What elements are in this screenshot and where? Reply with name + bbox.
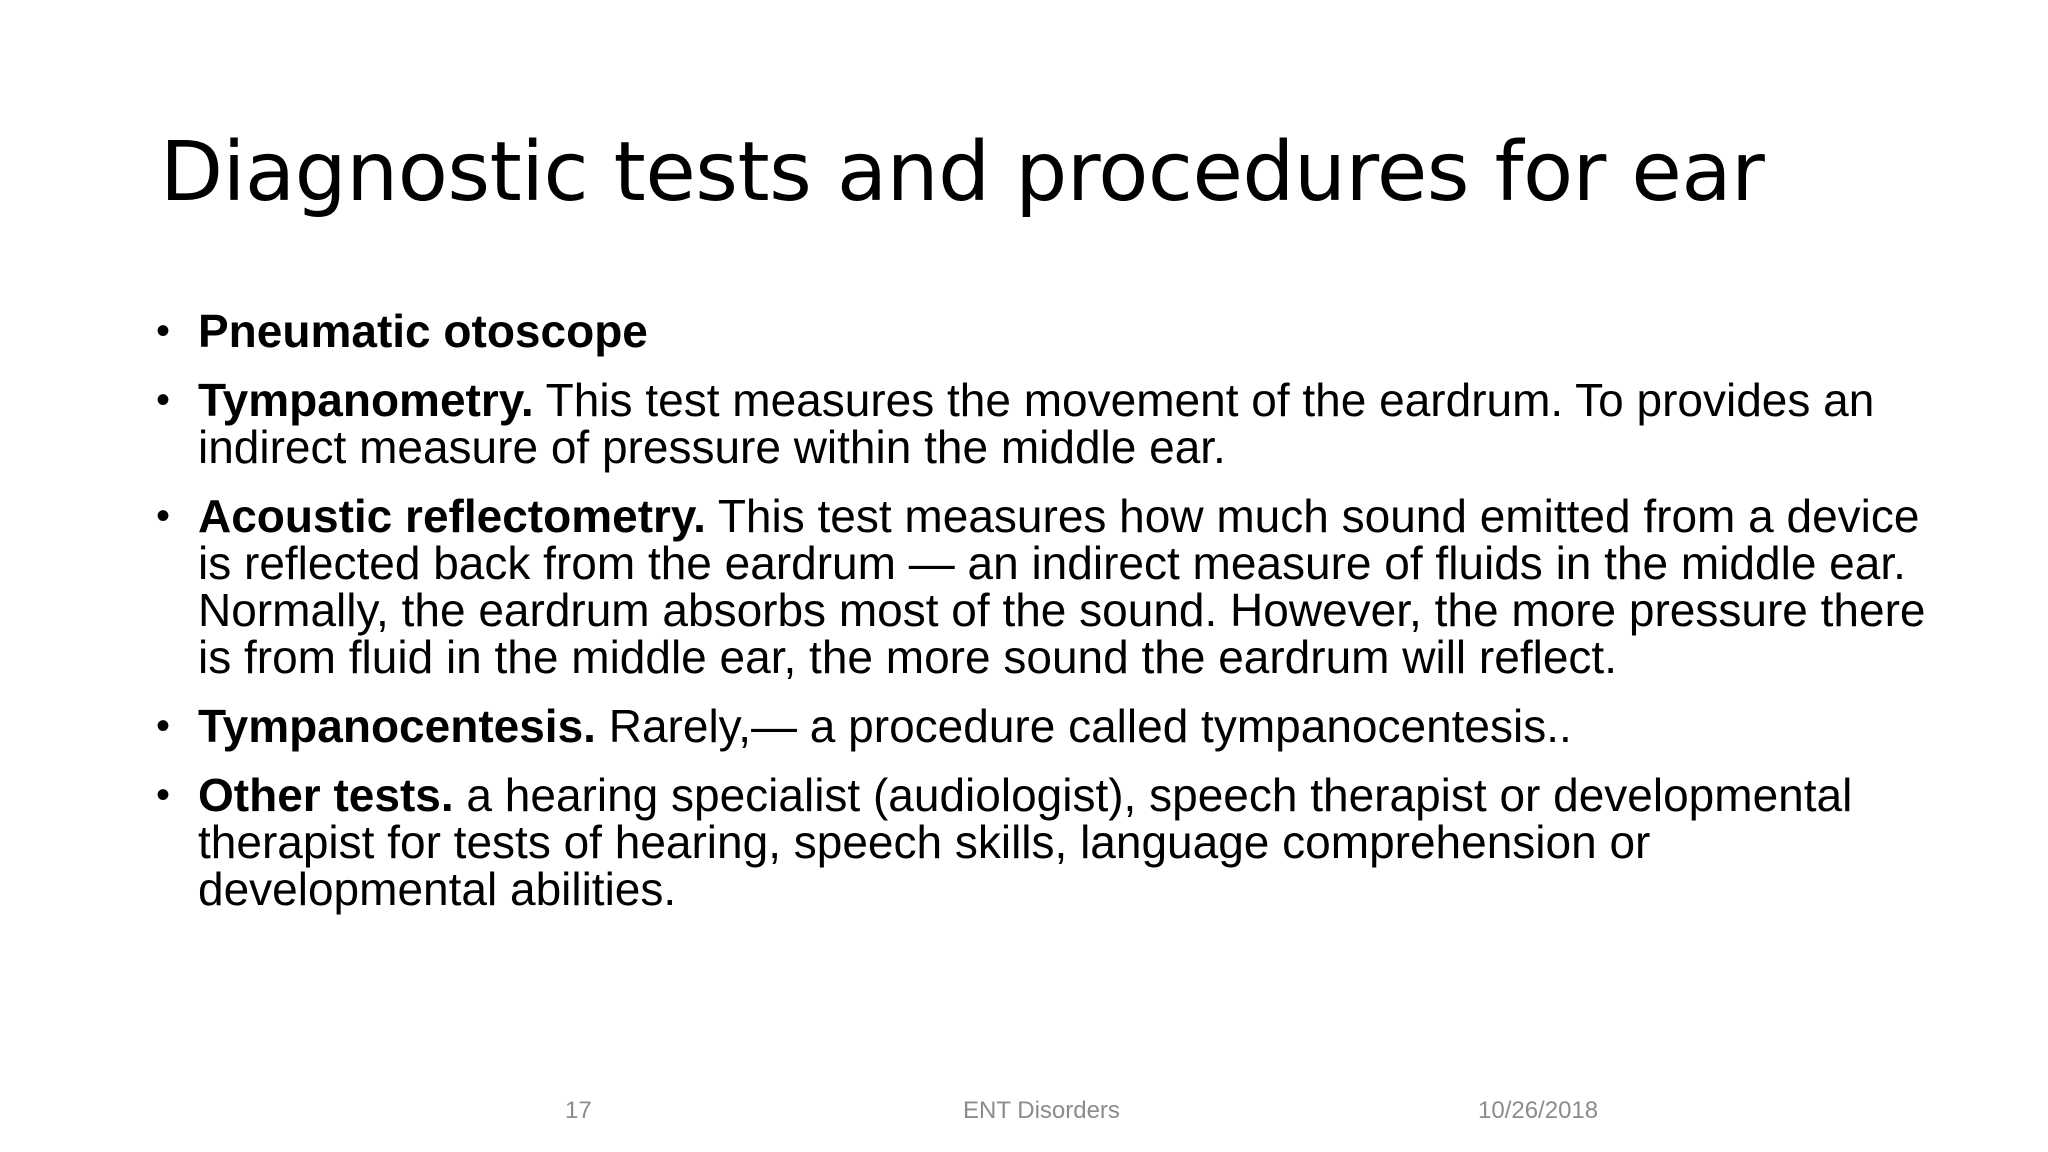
- bullet-item-other-tests: [150, 769, 1930, 915]
- bullet-term: Pneumatic otoscope: [198, 305, 648, 357]
- bullet-text: This test measures how much sound emitted from a device is reflected back from the eardrum — an indirect measure of fluids in the middle ear. Normally, the eardrum absorbs most of the sound. However, the more pressure there is from fluid in the middle ear, the more sound the eardrum will reflect.: [198, 490, 1926, 683]
- bullet-text: This test measures the movement of the eardrum. To provides an indirect measure of pressure within the middle ear.: [198, 374, 1875, 473]
- bullet-term: Other tests.: [198, 769, 454, 821]
- bullet-item-acoustic-reflectometry: [150, 490, 1930, 683]
- bullet-term: Acoustic reflectometry.: [198, 490, 706, 542]
- bullet-dot: •: [156, 773, 171, 817]
- bullet-dot: •: [156, 309, 171, 353]
- bullet-dot: •: [156, 704, 171, 748]
- bullet-text: a hearing specialist (audiologist), speech therapist or developmental therapist for tests of hearing, speech skills, language comprehension or developmental abilities.: [198, 769, 1853, 915]
- slide-title: Diagnostic tests and procedures for ear: [160, 125, 1765, 220]
- bullet-list: [150, 305, 1930, 935]
- footer-page-number: 17: [565, 1097, 592, 1124]
- bullet-item-pneumatic-otoscope: [150, 305, 1930, 357]
- bullet-text: Rarely,— a procedure called tympanocentesis..: [595, 700, 1572, 752]
- bullet-term: Tympanometry.: [198, 374, 534, 426]
- bullet-dot: •: [156, 378, 171, 422]
- bullet-dot: •: [156, 494, 171, 538]
- bullet-item-tympanometry: [150, 374, 1930, 473]
- bullet-term: Tympanocentesis.: [198, 700, 596, 752]
- bullet-item-tympanocentesis: [150, 700, 1930, 752]
- footer-date: 10/26/2018: [1478, 1097, 1599, 1124]
- footer-title: ENT Disorders: [963, 1097, 1120, 1124]
